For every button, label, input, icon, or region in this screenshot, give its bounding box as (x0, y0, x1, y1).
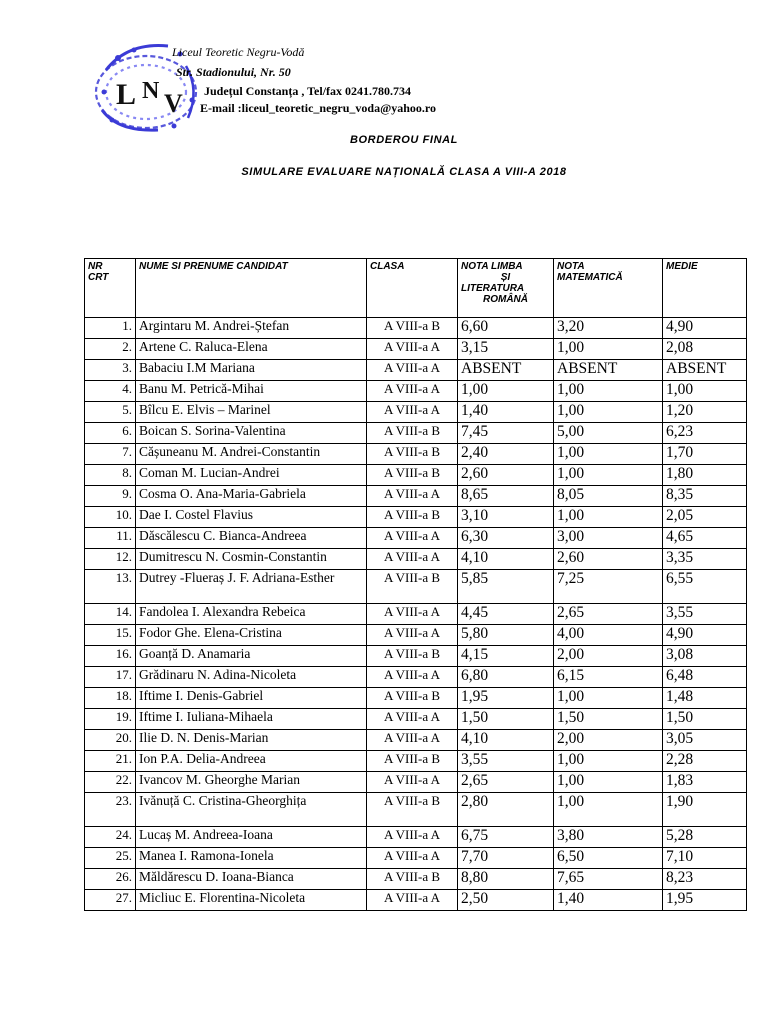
class-cell: A VIII-a B (367, 507, 458, 528)
row-number: 21. (85, 751, 136, 772)
candidate-name: Cosma O. Ana-Maria-Gabriela (136, 486, 367, 507)
header-nr-crt (85, 259, 136, 318)
document-title: BORDEROU FINAL (349, 134, 458, 146)
table-row (85, 528, 747, 549)
grade-medie: 1,50 (663, 709, 747, 730)
class-cell: A VIII-a A (367, 339, 458, 360)
grade-romana: 2,40 (458, 444, 554, 465)
row-number: 9. (85, 486, 136, 507)
grade-romana: 1,95 (458, 688, 554, 709)
header-medie: MEDIE (663, 259, 747, 318)
grade-medie: ABSENT (663, 360, 747, 381)
candidate-name: Argintaru M. Andrei-Ștefan (136, 318, 367, 339)
row-number: 15. (85, 625, 136, 646)
grade-matematica: 2,00 (554, 730, 663, 751)
candidate-name: Babaciu I.M Mariana (136, 360, 367, 381)
grade-medie: 1,70 (663, 444, 747, 465)
grade-matematica: 1,00 (554, 507, 663, 528)
grade-matematica: 1,00 (554, 772, 663, 793)
table-row (85, 318, 747, 339)
grade-medie: 1,48 (663, 688, 747, 709)
grade-romana: 1,00 (458, 381, 554, 402)
class-cell: A VIII-a A (367, 709, 458, 730)
grade-medie: 4,90 (663, 625, 747, 646)
candidate-name: Ivancov M. Gheorghe Marian (136, 772, 367, 793)
grade-medie: 3,08 (663, 646, 747, 667)
grade-matematica: 1,00 (554, 751, 663, 772)
school-address: Str. Stadionului, Nr. 50 (176, 65, 291, 79)
grade-matematica: 2,60 (554, 549, 663, 570)
header-romana-line2: ȘI (500, 272, 511, 283)
row-number: 13. (85, 570, 136, 604)
table-header-row (85, 259, 747, 318)
table-row (85, 646, 747, 667)
class-cell: A VIII-a A (367, 381, 458, 402)
class-cell: A VIII-a A (367, 402, 458, 423)
class-cell: A VIII-a B (367, 318, 458, 339)
grade-matematica: 1,00 (554, 465, 663, 486)
logo-letter-v: V (164, 89, 183, 118)
document-subtitle: SIMULARE EVALUARE NAȚIONALĂ CLASA A VIII-A 2018 (241, 166, 567, 178)
grade-matematica: 6,15 (554, 667, 663, 688)
candidate-name: Bîlcu E. Elvis – Marinel (136, 402, 367, 423)
header-romana-line3: LITERATURA (461, 283, 525, 294)
candidate-name: Măldărescu D. Ioana-Bianca (136, 869, 367, 890)
class-cell: A VIII-a A (367, 486, 458, 507)
table-row (85, 402, 747, 423)
table-row (85, 507, 747, 528)
grade-matematica: 5,00 (554, 423, 663, 444)
logo-letter-n: N (142, 78, 160, 104)
grade-matematica: 1,00 (554, 688, 663, 709)
class-cell: A VIII-a B (367, 646, 458, 667)
table-row (85, 570, 747, 604)
grade-matematica: 7,65 (554, 869, 663, 890)
class-cell: A VIII-a B (367, 570, 458, 604)
class-cell: A VIII-a A (367, 730, 458, 751)
grade-medie: 6,48 (663, 667, 747, 688)
table-row (85, 793, 747, 827)
grade-romana: 3,15 (458, 339, 554, 360)
class-cell: A VIII-a B (367, 465, 458, 486)
row-number: 10. (85, 507, 136, 528)
grade-romana: 3,55 (458, 751, 554, 772)
class-cell: A VIII-a A (367, 625, 458, 646)
table-row (85, 604, 747, 625)
row-number: 11. (85, 528, 136, 549)
grade-romana: 2,60 (458, 465, 554, 486)
candidate-name: Cășuneanu M. Andrei-Constantin (136, 444, 367, 465)
row-number: 4. (85, 381, 136, 402)
grade-medie: 4,90 (663, 318, 747, 339)
header-mate-line2: MATEMATICĂ (557, 272, 623, 283)
grade-medie: 6,23 (663, 423, 747, 444)
row-number: 22. (85, 772, 136, 793)
grade-matematica: 7,25 (554, 570, 663, 604)
county-phone: Județul Constanța , Tel/fax 0241.780.734 (204, 84, 412, 98)
grade-romana: 4,10 (458, 730, 554, 751)
grade-matematica: 1,00 (554, 381, 663, 402)
grade-romana: 2,80 (458, 793, 554, 827)
grade-romana: 3,10 (458, 507, 554, 528)
class-cell: A VIII-a B (367, 869, 458, 890)
row-number: 14. (85, 604, 136, 625)
grade-medie: 1,90 (663, 793, 747, 827)
grade-matematica: 6,50 (554, 848, 663, 869)
grade-romana: 7,45 (458, 423, 554, 444)
grade-medie: 1,20 (663, 402, 747, 423)
candidate-name: Boican S. Sorina-Valentina (136, 423, 367, 444)
row-number: 6. (85, 423, 136, 444)
row-number: 7. (85, 444, 136, 465)
candidate-name: Iftime I. Iuliana-Mihaela (136, 709, 367, 730)
class-cell: A VIII-a A (367, 667, 458, 688)
header-nota-romana (458, 259, 554, 318)
grade-matematica: 1,00 (554, 339, 663, 360)
grade-matematica: 3,80 (554, 827, 663, 848)
candidate-name: Grădinaru N. Adina-Nicoleta (136, 667, 367, 688)
class-cell: A VIII-a A (367, 827, 458, 848)
candidate-name: Fandolea I. Alexandra Rebeica (136, 604, 367, 625)
grade-medie: 1,95 (663, 890, 747, 911)
grade-romana: 8,80 (458, 869, 554, 890)
grade-matematica: 1,50 (554, 709, 663, 730)
header-nr-line2: CRT (88, 272, 109, 283)
candidate-name: Coman M. Lucian-Andrei (136, 465, 367, 486)
grade-medie: 8,23 (663, 869, 747, 890)
grade-romana: 1,50 (458, 709, 554, 730)
header-clasa: CLASA (367, 259, 458, 318)
table-row (85, 869, 747, 890)
table-row (85, 890, 747, 911)
candidate-name: Lucaș M. Andreea-Ioana (136, 827, 367, 848)
row-number: 17. (85, 667, 136, 688)
grade-matematica: 4,00 (554, 625, 663, 646)
candidate-name: Dae I. Costel Flavius (136, 507, 367, 528)
candidate-name: Micliuc E. Florentina-Nicoleta (136, 890, 367, 911)
header-romana-line1: NOTA LIMBA (461, 261, 523, 272)
table-row (85, 465, 747, 486)
class-cell: A VIII-a A (367, 890, 458, 911)
table-row (85, 625, 747, 646)
class-cell: A VIII-a A (367, 528, 458, 549)
grade-romana: 7,70 (458, 848, 554, 869)
table-row (85, 444, 747, 465)
class-cell: A VIII-a B (367, 688, 458, 709)
grade-medie: 8,35 (663, 486, 747, 507)
class-cell: A VIII-a B (367, 444, 458, 465)
grade-matematica: 1,00 (554, 444, 663, 465)
grade-medie: 6,55 (663, 570, 747, 604)
class-cell: A VIII-a A (367, 604, 458, 625)
class-cell: A VIII-a A (367, 360, 458, 381)
header-name: NUME SI PRENUME CANDIDAT (136, 259, 367, 318)
grade-matematica: 8,05 (554, 486, 663, 507)
table-body (85, 318, 747, 911)
candidate-name: Ivănuță C. Cristina-Gheorghița (136, 793, 367, 827)
grade-romana: 4,10 (458, 549, 554, 570)
grade-medie: 3,05 (663, 730, 747, 751)
row-number: 5. (85, 402, 136, 423)
school-name: Liceul Teoretic Negru-Vodă (172, 45, 305, 59)
table-row (85, 339, 747, 360)
row-number: 3. (85, 360, 136, 381)
row-number: 20. (85, 730, 136, 751)
grade-romana: 6,75 (458, 827, 554, 848)
grade-medie: 1,80 (663, 465, 747, 486)
header-nr-line1: NR (88, 261, 103, 272)
candidate-name: Ion P.A. Delia-Andreea (136, 751, 367, 772)
grade-medie: 2,28 (663, 751, 747, 772)
class-cell: A VIII-a A (367, 848, 458, 869)
grade-matematica: 3,00 (554, 528, 663, 549)
grade-romana: 8,65 (458, 486, 554, 507)
table-row (85, 730, 747, 751)
table-row (85, 381, 747, 402)
class-cell: A VIII-a A (367, 772, 458, 793)
class-cell: A VIII-a A (367, 549, 458, 570)
grade-romana: 6,30 (458, 528, 554, 549)
grade-medie: 2,08 (663, 339, 747, 360)
grade-romana: ABSENT (458, 360, 554, 381)
header-romana-line4: ROMÂNĂ (483, 294, 528, 305)
row-number: 12. (85, 549, 136, 570)
candidate-name: Goanță D. Anamaria (136, 646, 367, 667)
grade-romana: 6,60 (458, 318, 554, 339)
candidate-name: Dăscălescu C. Bianca-Andreea (136, 528, 367, 549)
grade-romana: 2,65 (458, 772, 554, 793)
table-row (85, 709, 747, 730)
candidate-name: Manea I. Ramona-Ionela (136, 848, 367, 869)
table-row (85, 423, 747, 444)
candidate-name: Fodor Ghe. Elena-Cristina (136, 625, 367, 646)
grade-matematica: 2,65 (554, 604, 663, 625)
table-row (85, 688, 747, 709)
row-number: 23. (85, 793, 136, 827)
candidate-name: Iftime I. Denis-Gabriel (136, 688, 367, 709)
candidate-name: Dumitrescu N. Cosmin-Constantin (136, 549, 367, 570)
logo-letter-l: L (116, 78, 137, 111)
row-number: 8. (85, 465, 136, 486)
row-number: 24. (85, 827, 136, 848)
class-cell: A VIII-a B (367, 751, 458, 772)
row-number: 19. (85, 709, 136, 730)
grade-matematica: 3,20 (554, 318, 663, 339)
grade-matematica: 1,00 (554, 402, 663, 423)
grade-medie: 3,35 (663, 549, 747, 570)
candidate-name: Dutrey -Flueraș J. F. Adriana-Esther (136, 570, 367, 604)
table-row (85, 360, 747, 381)
row-number: 16. (85, 646, 136, 667)
grade-medie: 1,83 (663, 772, 747, 793)
table-row (85, 549, 747, 570)
candidate-name: Ilie D. N. Denis-Marian (136, 730, 367, 751)
row-number: 27. (85, 890, 136, 911)
grade-romana: 4,15 (458, 646, 554, 667)
grade-romana: 4,45 (458, 604, 554, 625)
grade-matematica: 1,40 (554, 890, 663, 911)
grade-medie: 5,28 (663, 827, 747, 848)
class-cell: A VIII-a B (367, 793, 458, 827)
grade-matematica: 2,00 (554, 646, 663, 667)
candidate-name: Banu M. Petrică-Mihai (136, 381, 367, 402)
table-row (85, 486, 747, 507)
row-number: 1. (85, 318, 136, 339)
grade-romana: 6,80 (458, 667, 554, 688)
table-row (85, 772, 747, 793)
school-email: E-mail :liceul_teoretic_negru_voda@yahoo.ro (200, 101, 437, 115)
grade-medie: 1,00 (663, 381, 747, 402)
grade-matematica: 1,00 (554, 793, 663, 827)
grade-romana: 5,85 (458, 570, 554, 604)
grade-medie: 7,10 (663, 848, 747, 869)
table-row (85, 751, 747, 772)
header-mate-line1: NOTA (557, 261, 585, 272)
row-number: 26. (85, 869, 136, 890)
table-row (85, 848, 747, 869)
grade-romana: 1,40 (458, 402, 554, 423)
candidate-name: Artene C. Raluca-Elena (136, 339, 367, 360)
table-row (85, 667, 747, 688)
row-number: 2. (85, 339, 136, 360)
grade-matematica: ABSENT (554, 360, 663, 381)
row-number: 25. (85, 848, 136, 869)
grade-medie: 4,65 (663, 528, 747, 549)
results-table (84, 258, 747, 911)
row-number: 18. (85, 688, 136, 709)
class-cell: A VIII-a B (367, 423, 458, 444)
grade-medie: 2,05 (663, 507, 747, 528)
header-nota-matematica (554, 259, 663, 318)
table-row (85, 827, 747, 848)
grade-romana: 2,50 (458, 890, 554, 911)
grade-medie: 3,55 (663, 604, 747, 625)
grade-romana: 5,80 (458, 625, 554, 646)
